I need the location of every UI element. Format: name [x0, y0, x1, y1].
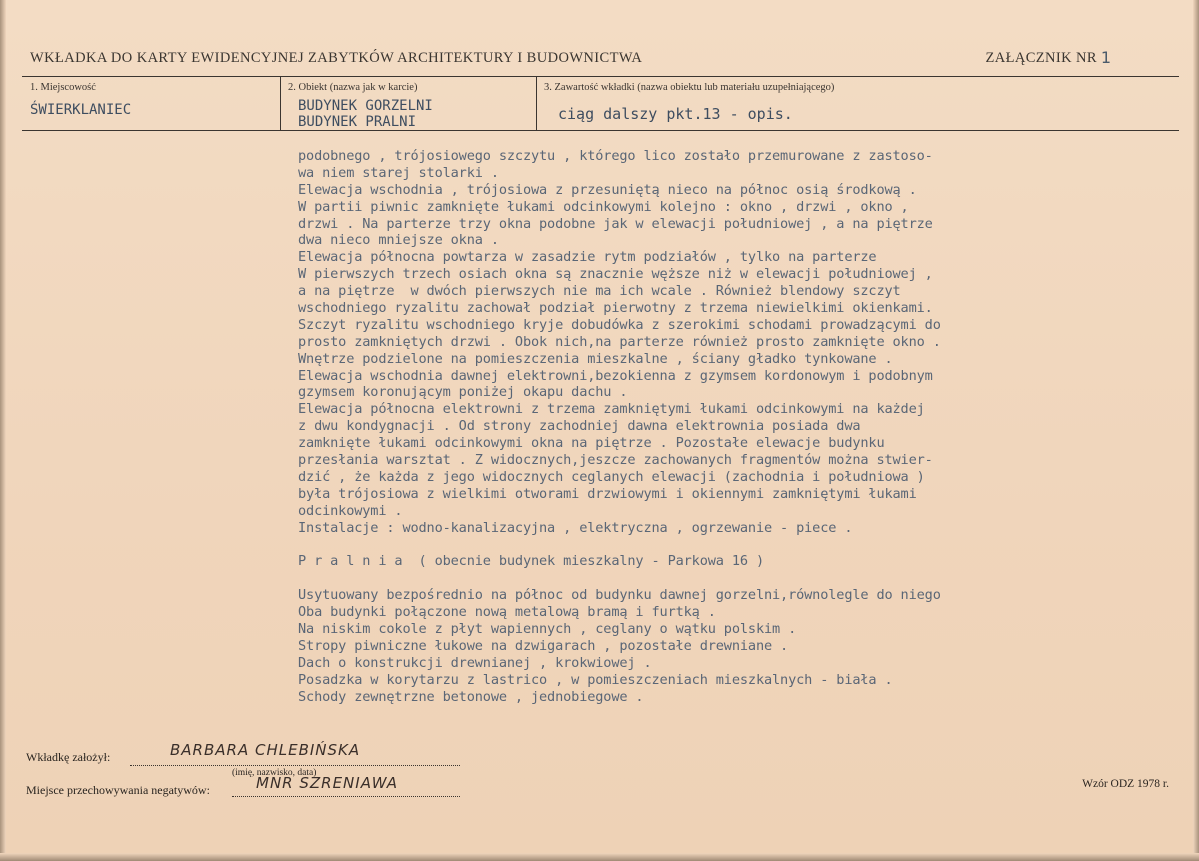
form-model: Wzór ODZ 1978 r. — [1082, 778, 1169, 790]
object-value-line2: BUDYNEK PRALNI — [298, 114, 417, 130]
description-line: dzić , że każda z jego widocznych ceglanych elewacji (zachodnia i południowa ) — [298, 468, 925, 485]
description-line: Na niskim cokole z płyt wapiennych , ceglany o wątku polskim . — [298, 620, 797, 637]
negatives-label: Miejsce przechowywania negatywów: — [26, 783, 210, 797]
annex-number: 1 — [1100, 48, 1111, 67]
description-line: Stropy piwniczne łukowe na dzwigarach , pozostałe drewniane . — [298, 637, 789, 654]
description-line: Elewacja północna elektrowni z trzema zamkniętymi łukami odcinkowymi na każdej — [298, 401, 925, 418]
description-text — [298, 148, 941, 705]
description-line: była trójosiowa z wielkimi otworami drzwiowymi i okiennymi zamkniętymi łukami — [298, 485, 917, 502]
description-line: Szczyt ryzalitu wschodniego kryje dobudówka z szerokimi schodami prowadzącymi do — [298, 316, 941, 333]
description-line: Elewacja wschodnia dawnej elektrowni,bezokienna z gzymsem kordonowym i podobnym — [298, 367, 933, 384]
description-line: Schody zewnętrzne betonowe , jednobiegowe . — [298, 688, 644, 705]
description-line: Wnętrze podzielone na pomieszczenia mieszkalne , ściany gładko tynkowane . — [298, 350, 893, 367]
description-line: przesłania warsztat . Z widocznych,jeszcze zachowanych fragmentów można stwier- — [298, 452, 933, 469]
description-line: gzymsem koronującym poniżej okapu dachu . — [298, 384, 628, 401]
annex-label: ZAŁĄCZNIK NR — [985, 50, 1097, 66]
description-line — [298, 570, 941, 587]
founder-hint: (imię, nazwisko, data) — [232, 768, 317, 778]
card-right-edge — [1193, 0, 1199, 861]
description-line: z dwu kondygnacji . Od strony zachodniej dawna elektrownia posiada dwa — [298, 418, 861, 435]
negatives-value: MNR SZRENIAWA — [256, 774, 399, 792]
founder-signature: BARBARA CHLEBIŃSKA — [170, 741, 361, 759]
description-line: Elewacja wschodnia , trójosiowa z przesuniętą nieco na północ osią środkową . — [298, 181, 917, 198]
field-divider-2 — [536, 76, 537, 131]
content-value: ciąg dalszy pkt.13 - opis. — [558, 105, 793, 123]
description-line: W partii piwnic zamknięte łukami odcinkowymi kolejno : okno , drzwi , okno , — [298, 198, 909, 215]
description-line: Oba budynki połączone nową metalową bramą i furtką . — [298, 604, 716, 621]
description-line: Dach o konstrukcji drewnianej , krokwiowej . — [298, 654, 652, 671]
header-top-rule — [22, 76, 1179, 77]
content-label: 3. Zawartość wkładki (nazwa obiektu lub materiału uzupełniającego) — [544, 82, 835, 93]
description-line: dwa nieco mniejsze okna . — [298, 232, 499, 249]
description-line — [298, 536, 941, 553]
description-line: Posadzka w korytarzu z lastrico , w pomieszczeniach mieszkalnych - biała . — [298, 671, 893, 688]
header-bottom-rule — [22, 130, 1179, 131]
description-line: zamknięte łukami odcinkowymi okna na piętrze . Pozostałe elewacje budynku — [298, 435, 885, 452]
locality-value: ŚWIERKLANIEC — [30, 102, 132, 118]
object-value-line1: BUDYNEK GORZELNI — [298, 98, 433, 114]
object-label: 2. Obiekt (nazwa jak w karcie) — [288, 82, 418, 93]
description-line: odcinkowymi . — [298, 502, 403, 519]
description-line: podobnego , trójosiowego szczytu , którego lico zostało przemurowane z zastoso- — [298, 148, 933, 164]
negatives-dotline — [232, 796, 460, 797]
field-divider-1 — [280, 76, 281, 131]
description-line: wa niem starej stolarki . — [298, 164, 499, 181]
description-line: a na piętrze w dwóch pierwszych nie ma ich wcale . Również blendowy szczyt — [298, 283, 901, 300]
description-line: P r a l n i a ( obecnie budynek mieszkalny - Parkowa 16 ) — [298, 553, 764, 570]
description-line: Instalacje : wodno-kanalizacyjna , elektryczna , ogrzewanie - piece . — [298, 519, 853, 536]
card-left-edge — [0, 0, 6, 861]
description-line: Elewacja północna powtarza w zasadzie rytm podziałów , tylko na parterze — [298, 249, 877, 266]
founder-label: Wkładkę założył: — [26, 750, 111, 764]
card-bottom-edge — [0, 853, 1199, 861]
description-line: drzwi . Na parterze trzy okna podobne jak w elewacji południowej , a na piętrze — [298, 215, 933, 232]
founder-dotline — [130, 765, 460, 766]
description-line: wschodniego ryzalitu zachował podział pierwotny z trzema niewielkimi okienkami. — [298, 300, 933, 317]
description-line: prosto zamkniętych drzwi . Obok nich,na parterze również prosto zamknięte okno . — [298, 333, 941, 350]
locality-label: 1. Miejscowość — [30, 82, 96, 93]
description-line: Usytuowany bezpośrednio na północ od budynku dawnej gorzelni,równolegle do niego — [298, 587, 941, 604]
description-line: W pierwszych trzech osiach okna są znacznie węższe niż w elewacji południowej , — [298, 266, 933, 283]
form-title: WKŁADKA DO KARTY EWIDENCYJNEJ ZABYTKÓW ARCHITEKTURY I BUDOWNICTWA — [30, 50, 643, 66]
